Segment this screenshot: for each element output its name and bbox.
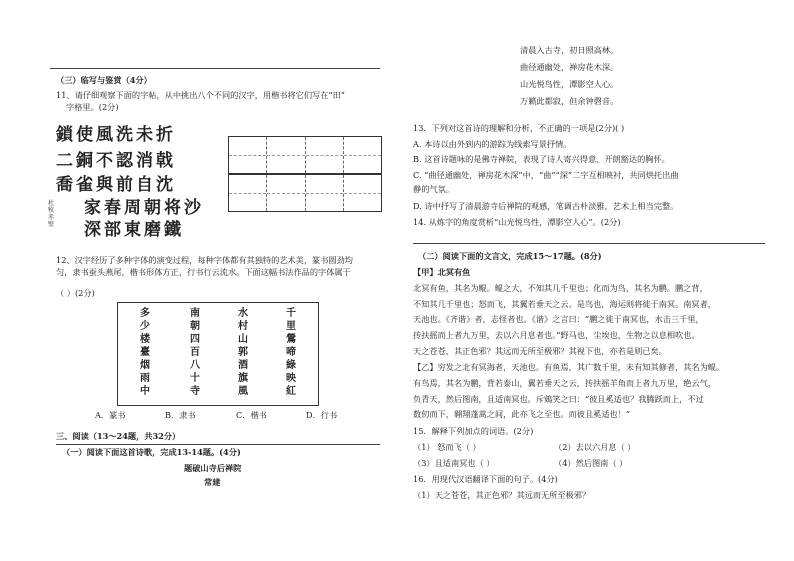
poem-author: 常建 [204,477,221,487]
passage-line: 天之苍苍，其正色邪？其远而无所至极邪？其视下也，亦若是则已矣。 [413,346,667,356]
passage-line: 有鸟焉，其名为鹏，背若泰山，翼若垂天之云，抟扶摇羊角而上者九万里，绝云气， [413,378,716,388]
question-16-item: （1）天之苍苍，其正色邪？其远而无所至极邪？ [413,490,591,500]
option-d[interactable]: D．行书 [306,410,338,420]
question-15: 15．解释下列加点的词语。(2分) [413,426,534,436]
calligraphy-row: 二銅不認消戟 [56,151,176,171]
poem-column: 多少楼臺烟雨中 [140,308,150,397]
option-13c-cont: 静的气氛。 [413,184,454,194]
question-12-line1: 12、汉字经历了多种字体的演变过程，每种字体都有其独特的艺术美，篆书圆劲均 [56,255,353,265]
calligraphy-row: 鎖使風洗未折 [56,125,176,145]
divider [56,444,380,445]
question-15-item[interactable]: （1） 怒而飞（ ） [413,442,481,452]
question-15-item[interactable]: （3）且适南冥也（ ） [413,458,495,468]
poem-line: 清晨入古寺，初日照高林。 [520,45,619,55]
calligraphy-row: 家春周朝将沙 [84,198,204,218]
poem-column: 千里鶯啼綠映紅 [286,308,296,397]
calligraphy-row: 深部東磨鐵 [84,220,184,240]
question-15-item[interactable]: （2）去以六月息（ ） [554,442,636,452]
poem-line: 曲径通幽处，禅房花木深。 [520,62,619,72]
poem-line: 山光悦鸟性，潭影空人心。 [520,79,619,89]
poem-line: 万籁此都寂，但余钟磬音。 [520,96,619,106]
calligraphy-poem-box [117,302,319,406]
passage-jia-title: 【甲】北冥有鱼 [413,267,471,277]
passage-line: 天池也。《齐谐》者，志怪者也。《谐》之言曰：“鹏之徙于南冥也，水击三千里， [413,314,704,324]
option-13c[interactable]: C. “曲径通幽处，禅房花木深”中，“曲”“深”二字互相映衬，共同烘托出曲 [413,170,679,180]
passage-line: 负青天，然后图南，且适南冥也。斥鴳笑之曰：“彼且奚适也？我腾跃而上，不过 [413,394,704,404]
calligraphy-signature: 杜牧 赤壁 [48,200,55,228]
reading-section-heading: 三、阅读（13～24题，共32分） [56,431,181,441]
option-13d[interactable]: D. 诗中抒写了清晨游寺后禅院的观感，笔调古朴淡雅，艺术上相当完整。 [413,201,679,211]
option-13a[interactable]: A. 本诗以由外到内的游踪为线索写景抒情。 [413,139,572,149]
poem-title: 题破山寺后禅院 [184,463,242,473]
section-heading-2: （二）阅读下面的文言文，完成15～17题。(8分) [418,251,602,261]
question-11-line1: 11、请仔细观察下面的字帖，从中挑出八个不同的汉字，用楷书将它们写在“田” [56,90,345,100]
option-c[interactable]: C．楷书 [236,410,267,420]
calligraphy-row: 喬雀與前自沈 [56,175,176,195]
top-rule-left [50,68,380,69]
question-15-item[interactable]: （4）然后图南（ ） [554,458,628,468]
passage-line: 数仞而下，翱翔蓬蒿之间，此亦飞之至也。而彼且奚适也！” [413,409,631,419]
question-13: 13．下列对这首诗的理解和分析，不正确的一项是(2分)( ) [413,123,625,133]
passage-line: 【乙】穷发之北有冥海者，天池也。有鱼焉，其广数千里，未有知其修者，其名为鲲。 [413,362,725,372]
section-heading: （三）临写与鉴赏（4分） [56,75,152,85]
question-16: 16．用现代汉语翻译下面的句子。(4分) [413,474,558,484]
writing-grid-bottom[interactable] [228,174,382,212]
poem-column: 水村山郭酒旗風 [238,308,248,397]
question-12-line3: （ ）(2分) [56,288,95,298]
divider [413,243,765,244]
poem-column: 南朝四百八十寺 [190,308,200,397]
option-a[interactable]: A．篆书 [95,410,126,420]
question-14: 14. 从炼字的角度赏析“山光悦鸟性，潭影空人心”。(2分) [413,217,621,227]
option-b[interactable]: B．隶书 [165,410,196,420]
passage-line: 抟扶摇而上者九万里，去以六月息者也。”野马也，尘埃也，生物之以息相吹也。 [413,330,700,340]
reading-subheading: （一）阅读下面这首诗歌，完成13-14题。(4分) [62,447,241,457]
writing-grid-top[interactable] [228,136,382,174]
passage-line: 不知其几千里也；怒而飞，其翼若垂天之云。是鸟也，海运则将徙于南冥。南冥者， [413,299,716,309]
passage-line: 北冥有鱼，其名为鲲。鲲之大，不知其几千里也；化而为鸟，其名为鹏。鹏之背， [413,283,708,293]
question-12-line2: 匀，隶书蚕头燕尾，楷书形体方正，行书行云流水。下面这幅书法作品的字体属于 [56,267,351,277]
option-13b[interactable]: B. 这首诗题咏的是佛寺禅院，表现了诗人寄兴得意、开朗豁达的胸怀。 [413,154,670,164]
question-11-line2: 字格里。(2分) [66,102,119,112]
